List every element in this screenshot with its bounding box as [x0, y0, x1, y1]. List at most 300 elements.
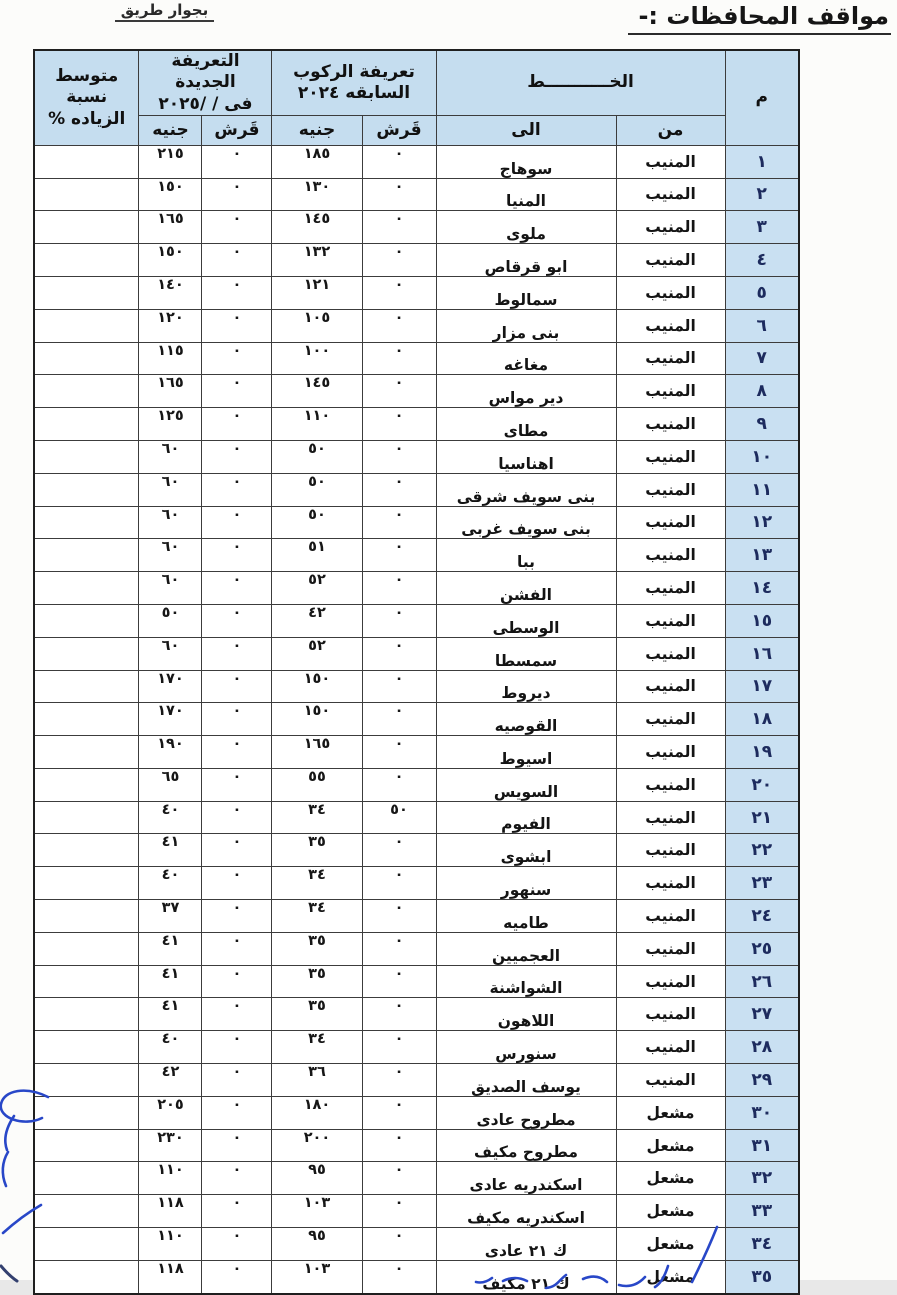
cell-row-number: ٦	[725, 309, 799, 342]
cell-prev-qirsh: ٠	[362, 736, 436, 769]
cell-prev-qirsh: ٠	[362, 834, 436, 867]
cell-from: المنيب	[616, 604, 725, 637]
cell-avg-increase	[34, 1064, 139, 1097]
cell-avg-increase	[34, 932, 139, 965]
table-row	[34, 1031, 799, 1064]
cell-avg-increase	[34, 1031, 139, 1064]
cell-row-number: ١٨	[725, 703, 799, 736]
cell-new-geneh: ٦٠	[139, 637, 202, 670]
table-row	[34, 867, 799, 900]
cell-from: المنيب	[616, 965, 725, 998]
cell-row-number: ٢٤	[725, 900, 799, 933]
cell-row-number: ٢٨	[725, 1031, 799, 1064]
cell-from: المنيب	[616, 768, 725, 801]
cell-avg-increase	[34, 539, 139, 572]
header-from: من	[616, 115, 725, 145]
cell-prev-qirsh: ٠	[362, 1162, 436, 1195]
cell-new-qirsh: ٠	[202, 145, 272, 178]
cell-new-qirsh: ٠	[202, 670, 272, 703]
cell-row-number: ١	[725, 145, 799, 178]
cell-new-geneh: ١٧٠	[139, 703, 202, 736]
header-new-fare-group	[139, 50, 272, 115]
cell-new-qirsh: ٠	[202, 703, 272, 736]
header-avg-increase	[34, 50, 139, 145]
cell-from: المنيب	[616, 637, 725, 670]
cell-new-qirsh: ٠	[202, 1064, 272, 1097]
cell-new-geneh: ٤٠	[139, 867, 202, 900]
cell-new-qirsh: ٠	[202, 998, 272, 1031]
table-row	[34, 1260, 799, 1293]
cell-row-number: ٣٥	[725, 1260, 799, 1293]
cell-prev-geneh: ١٠٣	[272, 1195, 362, 1228]
cell-to: العجميين	[436, 932, 616, 965]
cell-new-qirsh: ٠	[202, 342, 272, 375]
cell-avg-increase	[34, 244, 139, 277]
cell-row-number: ٤	[725, 244, 799, 277]
cell-from: المنيب	[616, 998, 725, 1031]
cell-prev-qirsh: ٠	[362, 703, 436, 736]
cell-prev-qirsh: ٠	[362, 506, 436, 539]
table-row	[34, 801, 799, 834]
table-row	[34, 440, 799, 473]
cell-new-qirsh: ٠	[202, 768, 272, 801]
cell-row-number: ٢	[725, 178, 799, 211]
cell-prev-qirsh: ٠	[362, 539, 436, 572]
cell-prev-geneh: ٣٥	[272, 834, 362, 867]
cell-from: المنيب	[616, 801, 725, 834]
cell-new-geneh: ١٥٠	[139, 244, 202, 277]
cell-prev-geneh: ٢٠٠	[272, 1129, 362, 1162]
cell-row-number: ٣٤	[725, 1228, 799, 1261]
cell-to: الفشن	[436, 572, 616, 605]
cut-off-top-text-label: بجوار طريق	[115, 1, 214, 22]
cell-new-geneh: ٤١	[139, 965, 202, 998]
cell-prev-geneh: ١٦٥	[272, 736, 362, 769]
cell-new-qirsh: ٠	[202, 276, 272, 309]
cell-new-geneh: ١٦٥	[139, 375, 202, 408]
cell-avg-increase	[34, 1129, 139, 1162]
cell-row-number: ٣٣	[725, 1195, 799, 1228]
cell-new-qirsh: ٠	[202, 867, 272, 900]
cell-prev-geneh: ٥٢	[272, 572, 362, 605]
cell-new-qirsh: ٠	[202, 440, 272, 473]
header-new-fare-line1: التعريفة الجديدة	[171, 51, 240, 93]
cell-to: يوسف الصديق	[436, 1064, 616, 1097]
cell-new-geneh: ٤١	[139, 834, 202, 867]
cell-new-qirsh: ٠	[202, 375, 272, 408]
cell-prev-geneh: ١١٠	[272, 408, 362, 441]
cell-prev-geneh: ١٣٢	[272, 244, 362, 277]
cell-prev-geneh: ٥١	[272, 539, 362, 572]
cell-prev-qirsh: ٠	[362, 211, 436, 244]
cell-from: المنيب	[616, 178, 725, 211]
cell-to: مطروح مكيف	[436, 1129, 616, 1162]
cell-new-qirsh: ٠	[202, 1031, 272, 1064]
cell-avg-increase	[34, 506, 139, 539]
cell-new-geneh: ٢٣٠	[139, 1129, 202, 1162]
cell-avg-increase	[34, 1228, 139, 1261]
cell-to: السويس	[436, 768, 616, 801]
cell-from: المنيب	[616, 375, 725, 408]
cell-avg-increase	[34, 178, 139, 211]
cell-row-number: ٩	[725, 408, 799, 441]
cell-to: مغاغه	[436, 342, 616, 375]
cell-avg-increase	[34, 604, 139, 637]
cell-prev-geneh: ١٠٥	[272, 309, 362, 342]
cell-avg-increase	[34, 276, 139, 309]
cell-new-geneh: ١٩٠	[139, 736, 202, 769]
table-header	[34, 50, 799, 145]
cell-from: المنيب	[616, 145, 725, 178]
cell-to: ابو قرقاص	[436, 244, 616, 277]
cell-from: المنيب	[616, 867, 725, 900]
cell-avg-increase	[34, 965, 139, 998]
header-new-fare-line2: فى / /٢٠٢٥	[158, 93, 253, 114]
pen-curve-left	[3, 1152, 8, 1186]
cell-prev-qirsh: ٠	[362, 342, 436, 375]
table-row	[34, 309, 799, 342]
table-row	[34, 572, 799, 605]
cell-prev-geneh: ١٨٥	[272, 145, 362, 178]
cell-new-qirsh: ٠	[202, 1228, 272, 1261]
cell-new-geneh: ١١٠	[139, 1228, 202, 1261]
cell-new-qirsh: ٠	[202, 637, 272, 670]
cell-new-qirsh: ٠	[202, 1260, 272, 1293]
cell-avg-increase	[34, 145, 139, 178]
cell-new-geneh: ١١٨	[139, 1195, 202, 1228]
table-row	[34, 408, 799, 441]
cell-new-geneh: ١٧٠	[139, 670, 202, 703]
cell-row-number: ١٦	[725, 637, 799, 670]
cell-from: المنيب	[616, 244, 725, 277]
cell-row-number: ٢٠	[725, 768, 799, 801]
cell-new-geneh: ٣٧	[139, 900, 202, 933]
cell-prev-qirsh: ٠	[362, 867, 436, 900]
cell-new-qirsh: ٠	[202, 1162, 272, 1195]
header-new-geneh: جنيه	[139, 115, 202, 145]
table-row	[34, 834, 799, 867]
cell-prev-qirsh: ٠	[362, 145, 436, 178]
cell-from: المنيب	[616, 834, 725, 867]
cell-prev-geneh: ٥٠	[272, 440, 362, 473]
table-row	[34, 276, 799, 309]
cell-avg-increase	[34, 1260, 139, 1293]
cell-avg-increase	[34, 637, 139, 670]
cell-prev-qirsh: ٠	[362, 670, 436, 703]
table-row	[34, 178, 799, 211]
cell-avg-increase	[34, 309, 139, 342]
cell-from: المنيب	[616, 440, 725, 473]
cell-prev-geneh: ٣٤	[272, 900, 362, 933]
cell-avg-increase	[34, 408, 139, 441]
cell-new-qirsh: ٠	[202, 309, 272, 342]
cell-prev-geneh: ٣٤	[272, 801, 362, 834]
cell-prev-qirsh: ٠	[362, 276, 436, 309]
cell-new-qirsh: ٠	[202, 801, 272, 834]
cell-prev-geneh: ١٣٠	[272, 178, 362, 211]
cell-prev-geneh: ٩٥	[272, 1162, 362, 1195]
scan-corner-mark	[1, 1266, 17, 1281]
cell-row-number: ١٢	[725, 506, 799, 539]
cell-prev-geneh: ١٨٠	[272, 1096, 362, 1129]
cell-avg-increase	[34, 670, 139, 703]
cell-new-qirsh: ٠	[202, 178, 272, 211]
cell-row-number: ١٩	[725, 736, 799, 769]
cell-new-geneh: ٦٠	[139, 473, 202, 506]
fares-table	[33, 49, 800, 1295]
cell-avg-increase	[34, 1162, 139, 1195]
cell-new-geneh: ٥٠	[139, 604, 202, 637]
cell-new-geneh: ١٢٥	[139, 408, 202, 441]
cell-prev-geneh: ١٠٠	[272, 342, 362, 375]
cell-prev-qirsh: ٠	[362, 244, 436, 277]
header-prev-fare-line2: السابقه ٢٠٢٤	[297, 82, 411, 103]
cell-row-number: ١٣	[725, 539, 799, 572]
table-row	[34, 1129, 799, 1162]
cell-new-qirsh: ٠	[202, 1096, 272, 1129]
cell-prev-qirsh: ٠	[362, 1031, 436, 1064]
cell-from: المنيب	[616, 342, 725, 375]
table-row	[34, 637, 799, 670]
header-prev-qirsh: قَرش	[362, 115, 436, 145]
cell-row-number: ٢٣	[725, 867, 799, 900]
cell-avg-increase	[34, 768, 139, 801]
table-row	[34, 1096, 799, 1129]
cell-row-number: ١٤	[725, 572, 799, 605]
cell-new-qirsh: ٠	[202, 408, 272, 441]
cell-avg-increase	[34, 834, 139, 867]
cell-from: المنيب	[616, 736, 725, 769]
cell-new-qirsh: ٠	[202, 965, 272, 998]
table-row	[34, 900, 799, 933]
cell-prev-qirsh: ٠	[362, 998, 436, 1031]
cut-off-top-text	[57, 0, 272, 19]
cell-row-number: ٣٠	[725, 1096, 799, 1129]
cell-new-qirsh: ٠	[202, 1195, 272, 1228]
cell-from: المنيب	[616, 670, 725, 703]
cell-row-number: ١٧	[725, 670, 799, 703]
cell-new-qirsh: ٠	[202, 211, 272, 244]
cell-new-geneh: ١٢٠	[139, 309, 202, 342]
cell-new-geneh: ٤٠	[139, 1031, 202, 1064]
cell-prev-geneh: ١٠٣	[272, 1260, 362, 1293]
table-row	[34, 768, 799, 801]
table-row	[34, 145, 799, 178]
cell-to: مطروح عادى	[436, 1096, 616, 1129]
cell-row-number: ٨	[725, 375, 799, 408]
cell-to: مطاى	[436, 408, 616, 441]
table-row	[34, 604, 799, 637]
table-row	[34, 932, 799, 965]
cell-to: ابشوى	[436, 834, 616, 867]
header-new-qirsh: قَرش	[202, 115, 272, 145]
cell-avg-increase	[34, 900, 139, 933]
cell-to: بنى سويف غربى	[436, 506, 616, 539]
cell-row-number: ٥	[725, 276, 799, 309]
cell-new-qirsh: ٠	[202, 932, 272, 965]
table-row	[34, 506, 799, 539]
cell-row-number: ٢٩	[725, 1064, 799, 1097]
page-title: مواقف المحافظات :-	[628, 2, 891, 35]
cell-prev-qirsh: ٠	[362, 1195, 436, 1228]
cell-new-geneh: ٤١	[139, 998, 202, 1031]
table-row	[34, 1064, 799, 1097]
cell-prev-qirsh: ٠	[362, 932, 436, 965]
cell-new-qirsh: ٠	[202, 834, 272, 867]
cell-prev-geneh: ١٥٠	[272, 670, 362, 703]
cell-prev-qirsh: ٠	[362, 637, 436, 670]
cell-prev-geneh: ٥٠	[272, 473, 362, 506]
cell-prev-qirsh: ٠	[362, 900, 436, 933]
cell-prev-geneh: ١٤٥	[272, 375, 362, 408]
cell-to: القوصيه	[436, 703, 616, 736]
cell-to: اسكندريه عادى	[436, 1162, 616, 1195]
cell-avg-increase	[34, 801, 139, 834]
cell-prev-geneh: ٣٦	[272, 1064, 362, 1097]
table-row	[34, 375, 799, 408]
cell-prev-qirsh: ٠	[362, 965, 436, 998]
header-num: م	[725, 50, 799, 145]
cell-from: المنيب	[616, 703, 725, 736]
cell-new-qirsh: ٠	[202, 539, 272, 572]
cell-prev-qirsh: ٠	[362, 572, 436, 605]
cell-to: اللاهون	[436, 998, 616, 1031]
cell-prev-qirsh: ٠	[362, 309, 436, 342]
cell-prev-geneh: ٣٥	[272, 965, 362, 998]
cell-avg-increase	[34, 998, 139, 1031]
cell-to: بنى مزار	[436, 309, 616, 342]
header-prev-geneh: جنيه	[272, 115, 362, 145]
cell-to: سمالوط	[436, 276, 616, 309]
cell-from: مشعل	[616, 1260, 725, 1293]
cell-new-qirsh: ٠	[202, 506, 272, 539]
cell-row-number: ١٠	[725, 440, 799, 473]
cell-row-number: ١١	[725, 473, 799, 506]
cell-to: المنيا	[436, 178, 616, 211]
cell-prev-geneh: ٥٢	[272, 637, 362, 670]
table-row	[34, 1162, 799, 1195]
cell-new-qirsh: ٠	[202, 1129, 272, 1162]
table-row	[34, 670, 799, 703]
header-prev-fare-group	[272, 50, 436, 115]
cell-avg-increase	[34, 867, 139, 900]
cell-from: المنيب	[616, 211, 725, 244]
cell-from: المنيب	[616, 1064, 725, 1097]
cell-new-geneh: ٦٥	[139, 768, 202, 801]
cell-new-geneh: ٤٢	[139, 1064, 202, 1097]
cell-avg-increase	[34, 473, 139, 506]
table-row	[34, 1195, 799, 1228]
cell-new-geneh: ١١٠	[139, 1162, 202, 1195]
cell-prev-geneh: ٣٤	[272, 867, 362, 900]
cell-to: سنهور	[436, 867, 616, 900]
cell-from: المنيب	[616, 309, 725, 342]
cell-row-number: ٢١	[725, 801, 799, 834]
cell-new-qirsh: ٠	[202, 736, 272, 769]
cell-avg-increase	[34, 736, 139, 769]
cell-prev-qirsh: ٠	[362, 1064, 436, 1097]
cell-prev-qirsh: ٠	[362, 408, 436, 441]
cell-prev-geneh: ١٤٥	[272, 211, 362, 244]
cell-to: بنى سويف شرقى	[436, 473, 616, 506]
cell-from: المنيب	[616, 572, 725, 605]
table-row	[34, 965, 799, 998]
cell-from: المنيب	[616, 932, 725, 965]
cell-prev-qirsh: ٠	[362, 440, 436, 473]
cell-to: سمسطا	[436, 637, 616, 670]
table-row	[34, 342, 799, 375]
table-row	[34, 473, 799, 506]
table-row	[34, 211, 799, 244]
cell-to: دير مواس	[436, 375, 616, 408]
cell-row-number: ٣٢	[725, 1162, 799, 1195]
cell-prev-qirsh: ٠	[362, 1260, 436, 1293]
cell-to: سوهاج	[436, 145, 616, 178]
cell-prev-geneh: ٥٥	[272, 768, 362, 801]
cell-prev-geneh: ٣٥	[272, 932, 362, 965]
cell-new-geneh: ٢٠٥	[139, 1096, 202, 1129]
cell-avg-increase	[34, 572, 139, 605]
cell-new-geneh: ١٥٠	[139, 178, 202, 211]
cell-prev-geneh: ٩٥	[272, 1228, 362, 1261]
cell-from: المنيب	[616, 276, 725, 309]
cell-prev-geneh: ٥٠	[272, 506, 362, 539]
header-prev-fare-line1: تعريفة الركوب	[293, 61, 415, 82]
cell-new-qirsh: ٠	[202, 900, 272, 933]
cell-to: ك ٢١ عادى	[436, 1228, 616, 1261]
table-row	[34, 539, 799, 572]
cell-new-qirsh: ٠	[202, 473, 272, 506]
header-line-group: الخـــــــــــط	[436, 50, 725, 115]
header-avg-increase-line2: الزياده %	[48, 108, 126, 129]
cell-row-number: ١٥	[725, 604, 799, 637]
cell-avg-increase	[34, 440, 139, 473]
cell-prev-qirsh: ٠	[362, 1129, 436, 1162]
table-body	[34, 145, 799, 1293]
table-row	[34, 1228, 799, 1261]
cell-from: مشعل	[616, 1162, 725, 1195]
cell-prev-qirsh: ٥٠	[362, 801, 436, 834]
cell-from: المنيب	[616, 408, 725, 441]
cell-prev-geneh: ١٥٠	[272, 703, 362, 736]
cell-to: ببا	[436, 539, 616, 572]
cell-from: مشعل	[616, 1096, 725, 1129]
cell-to: الشواشنة	[436, 965, 616, 998]
cell-row-number: ٧	[725, 342, 799, 375]
cell-new-geneh: ٦٠	[139, 506, 202, 539]
cell-prev-qirsh: ٠	[362, 1096, 436, 1129]
table-row	[34, 736, 799, 769]
cell-row-number: ٣	[725, 211, 799, 244]
cell-avg-increase	[34, 1195, 139, 1228]
table-row	[34, 703, 799, 736]
cell-from: المنيب	[616, 506, 725, 539]
cell-from: المنيب	[616, 1031, 725, 1064]
cell-prev-geneh: ٤٢	[272, 604, 362, 637]
cell-new-geneh: ٦٠	[139, 539, 202, 572]
cell-from: مشعل	[616, 1195, 725, 1228]
cell-from: المنيب	[616, 473, 725, 506]
cell-prev-qirsh: ٠	[362, 1228, 436, 1261]
cell-to: ملوى	[436, 211, 616, 244]
table-row	[34, 244, 799, 277]
cell-new-qirsh: ٠	[202, 572, 272, 605]
cell-avg-increase	[34, 1096, 139, 1129]
cell-row-number: ٢٦	[725, 965, 799, 998]
cell-prev-qirsh: ٠	[362, 178, 436, 211]
cell-to: سنورس	[436, 1031, 616, 1064]
cell-prev-qirsh: ٠	[362, 375, 436, 408]
